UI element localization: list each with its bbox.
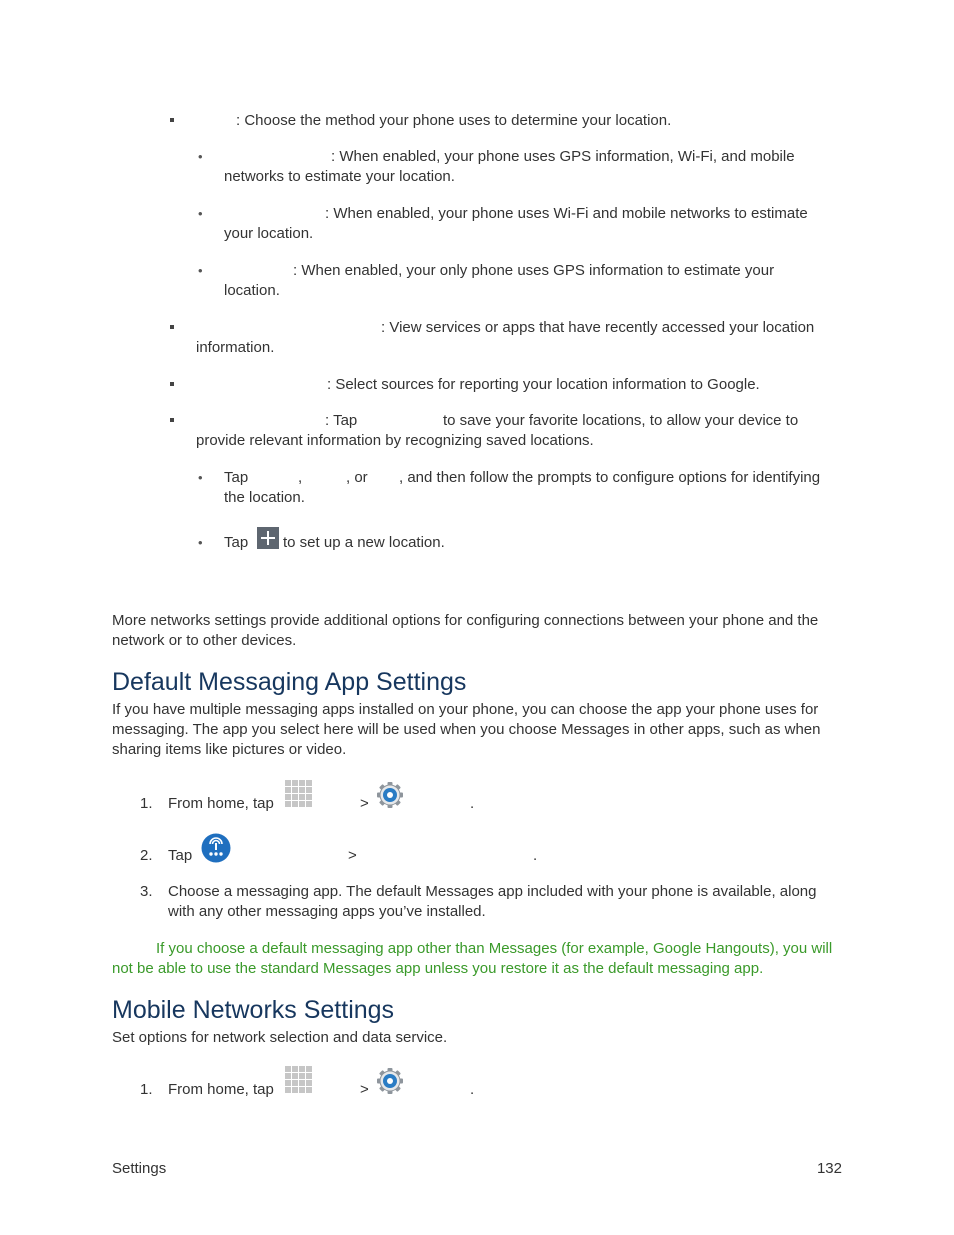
my-places-tap: : Tap: [325, 412, 358, 429]
mode-gps-only-desc: : When enabled, your only phone uses GPS information to estimate your location.: [224, 262, 775, 299]
places-sub2-desc: to set up a new location.: [283, 534, 445, 551]
default-messaging-paragraph: If you have multiple messaging apps installed on your phone, you can choose the app your phone uses for messaging. The app you select here will be used when you choose Messages in other apps, such as when sharing items like pictures or video.: [112, 701, 821, 758]
my-places-desc: to save your favorite locations, to allow your device to provide relevant information by recognizing saved locations.: [196, 412, 799, 449]
mode-power-saving-desc: : When enabled, your phone uses Wi-Fi and mobile networks to estimate your location.: [224, 205, 808, 242]
step1-gt: >: [360, 795, 369, 812]
step2-text: Tap: [168, 847, 193, 864]
bullet-square: [170, 382, 174, 386]
bullet-dot: •: [198, 470, 203, 485]
bullet-square: [170, 118, 174, 122]
default-messaging-heading: Default Messaging App Settings: [112, 668, 467, 696]
mn-step1-gt: >: [360, 1081, 369, 1098]
footer-section: Settings: [112, 1160, 167, 1177]
bullet-dot: •: [198, 263, 203, 278]
note-paragraph: If you choose a default messaging app other than Messages (for example, Google Hangouts), you will not be able to use the standard Messages app unless you restore it as the default messaging app.: [112, 940, 833, 977]
step-number: 3.: [140, 883, 153, 900]
mobile-networks-paragraph: Set options for network selection and data service.: [112, 1029, 448, 1046]
recent-requests-desc: : View services or apps that have recently accessed your location information.: [196, 319, 815, 356]
add-icon: [257, 527, 279, 549]
footer-page-number: 132: [816, 1160, 842, 1177]
apps-grid-icon: [285, 1066, 313, 1094]
settings-gear-icon: [376, 781, 404, 809]
places-sub1-comma: ,: [298, 469, 303, 486]
apps-grid-icon: [285, 780, 313, 808]
step3-text: Choose a messaging app. The default Messages app included with your phone is available, along with any other messaging apps you’ve installed.: [168, 883, 817, 920]
step-number: 1.: [140, 1081, 153, 1098]
step2-gt: >: [348, 847, 357, 864]
places-sub2-tap: Tap: [224, 534, 249, 551]
bullet-square: [170, 325, 174, 329]
mn-step1-text: From home, tap: [168, 1081, 274, 1098]
bullet-dot: •: [198, 149, 203, 164]
settings-gear-icon: [376, 1067, 404, 1095]
places-sub1-desc: , and then follow the prompts to configure options for identifying the location.: [224, 469, 821, 506]
more-networks-icon: [201, 833, 231, 863]
bullet-dot: •: [198, 206, 203, 221]
bullet-dot: •: [198, 535, 203, 550]
places-sub1-tap: Tap: [224, 469, 249, 486]
step-number: 2.: [140, 847, 153, 864]
location-mode-desc: : Choose the method your phone uses to determine your location.: [236, 112, 672, 129]
more-networks-paragraph: More networks settings provide additional options for configuring connections between your phone and the network or to other devices.: [112, 612, 819, 649]
mn-step1-end: .: [470, 1081, 475, 1098]
step1-text: From home, tap: [168, 795, 274, 812]
step1-end: .: [470, 795, 475, 812]
step2-end: .: [533, 847, 538, 864]
places-sub1-or: , or: [346, 469, 368, 486]
mode-high-accuracy-desc: : When enabled, your phone uses GPS information, Wi-Fi, and mobile networks to estimate your location.: [224, 148, 795, 185]
location-sources-desc: : Select sources for reporting your location information to Google.: [327, 376, 760, 393]
mobile-networks-heading: Mobile Networks Settings: [112, 996, 395, 1024]
bullet-square: [170, 418, 174, 422]
step-number: 1.: [140, 795, 153, 812]
